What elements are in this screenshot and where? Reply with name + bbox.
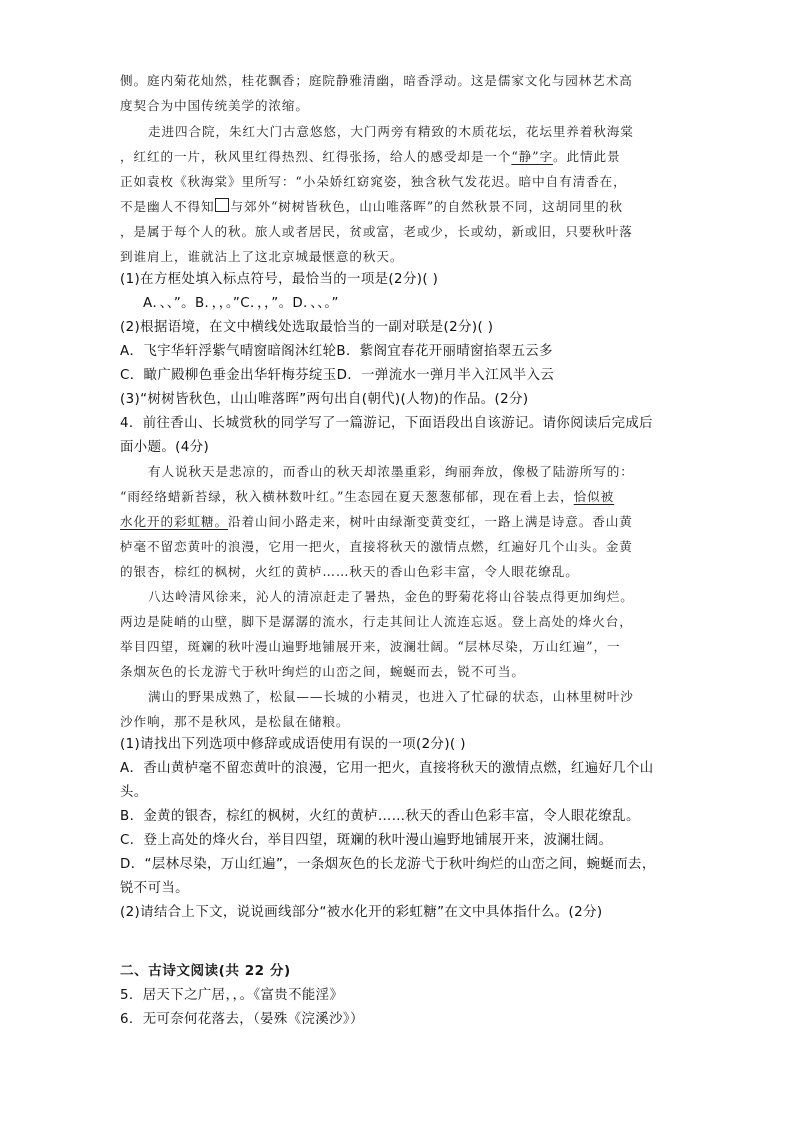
option-d-cont: 锐不可当。 [120,881,189,896]
section-heading: 二、古诗文阅读(共 22 分) [120,963,291,979]
passage-line: 举目四望，斑斓的秋叶漫山遍野地铺展开来，波澜壮阔。“层林尽染，万山红遍”，一 [120,639,621,654]
passage-line: 正如袁枚《秋海棠》里所写：“小朵娇红窈窕姿，独含秋气发花迟。暗中自有清香在， [120,174,627,189]
passage-line: 沙作响，那不是秋风，是松鼠在储粮。 [120,714,350,729]
option-a: A．香山黄栌毫不留恋黄叶的浪漫，它用一把火，直接将秋天的激情点燃，红遍好几个山 [120,761,654,776]
text-segment: 与郊外“树树皆秋色，山山唯落晖”的自然秋景不同，这胡同里的秋 [230,199,623,214]
option-d: D．“层林尽染，万山红遍”，一条烟灰色的长龙游弋于秋叶绚烂的山峦之间，蜿蜒而去， [120,857,656,872]
passage-line: 八达岭清风徐来，沁人的清凉赶走了暑热，金色的野菊花将山谷装点得更加绚烂。 [148,589,634,604]
option-c: C．登上高处的烽火台，举目四望，斑斓的秋叶漫山遍野地铺展开来，波澜壮阔。 [120,833,613,848]
underlined-phrase: 恰似被 [573,489,615,504]
passage-line [120,511,633,530]
text-segment: 。此情此景 [553,149,621,164]
passage-line: 条烟灰色的长龙游弋于秋叶绚烂的山峦之间，蜿蜒而去，锐不可当。 [120,664,525,679]
passage-line [120,196,623,215]
passage-line: 满山的野果成熟了，松鼠——长城的小精灵，也进入了忙碌的状态，山林里树叶沙 [148,689,634,704]
text-segment: ，红红的一片，秋风里红得热烈、红得张扬，给人的感受却是一个 [120,149,512,164]
option-a-cont: 头。 [120,785,148,800]
passage-line: 走进四合院，朱红大门古意悠悠，大门两旁有精致的木质花坛，花坛里养着秋海棠 [148,124,634,139]
passage-line: ，是属于每个人的秋。旅人或者居民，贫或富，老或少，长或幼，新或旧，只要秋叶落 [120,224,633,239]
passage-line: 侧。庭内菊花灿然，桂花飘香；庭院静雅清幽，暗香浮动。这是儒家文化与园林艺术高 [120,73,633,88]
passage-line: 两边是陡峭的山壁，脚下是潺潺的流水，行走其间让人流连忘返。登上高处的烽火台， [120,614,633,629]
passage-line: 栌毫不留恋黄叶的浪漫，它用一把火，直接将秋天的激情点燃，红遍好几个山头。金黄 [120,539,633,554]
question-intro: 面小题。(4分) [120,440,210,455]
passage-line: 到谁肩上，谁就沾上了这北京城最惬意的秋天。 [120,249,404,264]
question-stem: (3)“树树皆秋色，山山唯落晖”两句出自(朝代)(人物)的作品。(2分) [120,392,529,407]
question-options: C．瞰广殿柳色垂金出华轩梅芬绽玉D．一弹流水一弹月半入江风半入云 [120,368,555,383]
question-stem: (1)请找出下列选项中修辞或成语使用有误的一项(2分)( ) [120,737,466,752]
text-segment: “雨经络蜡新苔绿，秋入横林数叶红。”生态园在夏天葱葱郁郁，现在看上去， [120,489,574,504]
question-stem: (2)请结合上下文，说说画线部分“被水化开的彩虹糖”在文中具体指什么。(2分) [120,905,603,920]
passage-line: 有人说秋天是悲凉的，而香山的秋天却浓墨重彩，绚丽奔放，像极了陆游所写的： [148,464,634,479]
passage-line [120,146,620,165]
option-b: B．金黄的银杏，棕红的枫树，火红的黄栌……秋天的香山色彩丰富，令人眼花缭乱。 [120,809,640,824]
passage-line [120,486,614,505]
question-options: A．飞宇华轩浮紫气晴窗暗阁沐红轮B．紫阁宜春花开丽晴窗掐翠五云多 [120,344,553,359]
question-stem: 5．居天下之广居，，。《富贵不能淫》 [120,988,344,1003]
question-stem: (1)在方框处填入标点符号，最恰当的一项是(2分)( ) [120,272,439,287]
underlined-phrase: 水化开的彩虹糖。 [120,514,228,529]
passage-line: 的银杏，棕红的枫树，火红的黄栌……秋天的香山色彩丰富，令人眼花缭乱。 [120,564,579,579]
text-segment: 沿着山间小路走来，树叶由绿渐变黄变红，一路上满是诗意。香山黄 [227,514,633,529]
question-intro: 4．前往香山、长城赏秋的同学写了一篇游记，下面语段出自该游记。请你阅读后完成后 [120,416,653,431]
text-segment: 不是幽人不得知 [120,199,215,214]
passage-line: 度契合为中国传统美学的浓缩。 [120,98,309,113]
question-stem: (2)根据语境，在文中横线处选取最恰当的一副对联是(2分)( ) [120,320,494,335]
punctuation-box [215,198,229,212]
underline-blank: “静”字 [511,149,553,164]
question-options: A．、、”。B．，，。”C．，，”。D．、、。” [143,296,339,311]
question-stem: 6．无可奈何花落去，（晏殊《浣溪沙》） [120,1012,364,1027]
